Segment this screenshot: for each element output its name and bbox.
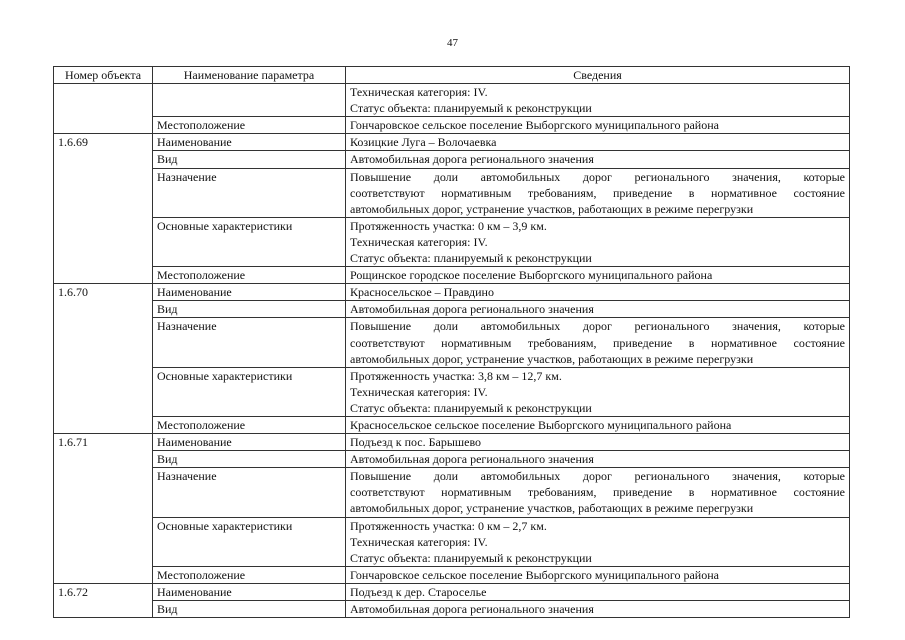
value-cell bbox=[346, 84, 850, 117]
parameter-cell: Местоположение bbox=[153, 267, 346, 284]
table-row bbox=[54, 468, 850, 517]
value-cell bbox=[346, 168, 850, 217]
parameter-cell: Вид bbox=[153, 301, 346, 318]
table-row bbox=[54, 517, 850, 566]
parameter-cell: Наименование bbox=[153, 583, 346, 600]
parameter-cell: Местоположение bbox=[153, 566, 346, 583]
parameter-cell: Назначение bbox=[153, 168, 346, 217]
object-number-cell: 1.6.71 bbox=[54, 434, 153, 584]
table-row bbox=[54, 84, 850, 117]
value-cell: Автомобильная дорога регионального значения bbox=[346, 151, 850, 168]
parameter-cell: Наименование bbox=[153, 434, 346, 451]
purpose-line: Повышение доли автомобильных дорог регионального значения, которые bbox=[350, 169, 845, 184]
value-cell: Автомобильная дорога регионального значения bbox=[346, 301, 850, 318]
page-number: 47 bbox=[447, 37, 458, 49]
parameter-cell: Основные характеристики bbox=[153, 217, 346, 266]
table-row bbox=[54, 416, 850, 433]
parameter-cell: Вид bbox=[153, 451, 346, 468]
table-row bbox=[54, 168, 850, 217]
characteristics-line: Статус объекта: планируемый к реконструкции bbox=[350, 251, 592, 266]
parameter-cell bbox=[153, 84, 346, 117]
table-row bbox=[54, 583, 850, 600]
table-row bbox=[54, 284, 850, 301]
object-number-cell bbox=[54, 84, 153, 134]
characteristics-line: Техническая категория: IV. bbox=[350, 85, 488, 100]
value-cell bbox=[346, 517, 850, 566]
parameter-cell: Наименование bbox=[153, 134, 346, 151]
value-cell: Козицкие Луга – Волочаевка bbox=[346, 134, 850, 151]
table-row bbox=[54, 451, 850, 468]
value-cell: Автомобильная дорога регионального значения bbox=[346, 451, 850, 468]
characteristics-line: Статус объекта: планируемый к реконструкции bbox=[350, 400, 592, 415]
purpose-line: соответствуют нормативным требованиям, приведение в нормативное состояние bbox=[350, 485, 845, 500]
parameter-cell: Назначение bbox=[153, 468, 346, 517]
parameter-cell: Основные характеристики bbox=[153, 367, 346, 416]
purpose-line: Повышение доли автомобильных дорог регионального значения, которые bbox=[350, 469, 845, 484]
table-row bbox=[54, 434, 850, 451]
value-cell bbox=[346, 367, 850, 416]
parameter-cell: Местоположение bbox=[153, 117, 346, 134]
header-parameter-name: Наименование параметра bbox=[153, 67, 346, 84]
table-row bbox=[54, 217, 850, 266]
value-cell: Гончаровское сельское поселение Выборгского муниципального района bbox=[346, 566, 850, 583]
table-row bbox=[54, 117, 850, 134]
table-row bbox=[54, 566, 850, 583]
value-cell bbox=[346, 468, 850, 517]
table-row bbox=[54, 301, 850, 318]
value-cell: Красносельское – Правдино bbox=[346, 284, 850, 301]
parameter-cell: Вид bbox=[153, 151, 346, 168]
value-cell: Гончаровское сельское поселение Выборгского муниципального района bbox=[346, 117, 850, 134]
characteristics-line: Техническая категория: IV. bbox=[350, 234, 488, 249]
value-cell: Красносельское сельское поселение Выборгского муниципального района bbox=[346, 416, 850, 433]
parameter-cell: Вид bbox=[153, 601, 346, 618]
table-row bbox=[54, 367, 850, 416]
characteristics-line: Протяженность участка: 3,8 км – 12,7 км. bbox=[350, 368, 562, 383]
purpose-line: автомобильных дорог, устранение участков, работающих в режиме перегрузки bbox=[350, 201, 754, 216]
table-row bbox=[54, 134, 850, 151]
value-cell: Рощинское городское поселение Выборгского муниципального района bbox=[346, 267, 850, 284]
purpose-line: автомобильных дорог, устранение участков, работающих в режиме перегрузки bbox=[350, 351, 754, 366]
table-header-row bbox=[54, 67, 850, 84]
header-object-number: Номер объекта bbox=[54, 67, 153, 84]
value-cell bbox=[346, 217, 850, 266]
purpose-line: Повышение доли автомобильных дорог регионального значения, которые bbox=[350, 319, 845, 334]
object-number-cell: 1.6.72 bbox=[54, 583, 153, 617]
value-cell: Подъезд к пос. Барышево bbox=[346, 434, 850, 451]
parameter-cell: Назначение bbox=[153, 318, 346, 367]
object-number-cell: 1.6.70 bbox=[54, 284, 153, 434]
characteristics-line: Протяженность участка: 0 км – 2,7 км. bbox=[350, 518, 547, 533]
characteristics-line: Техническая категория: IV. bbox=[350, 384, 488, 399]
parameter-cell: Местоположение bbox=[153, 416, 346, 433]
purpose-line: соответствуют нормативным требованиям, приведение в нормативное состояние bbox=[350, 335, 845, 350]
parameter-cell: Наименование bbox=[153, 284, 346, 301]
object-number-cell: 1.6.69 bbox=[54, 134, 153, 284]
purpose-line: соответствуют нормативным требованиям, приведение в нормативное состояние bbox=[350, 185, 845, 200]
purpose-line: автомобильных дорог, устранение участков, работающих в режиме перегрузки bbox=[350, 501, 754, 516]
value-cell: Автомобильная дорога регионального значения bbox=[346, 601, 850, 618]
table-row bbox=[54, 318, 850, 367]
table-row bbox=[54, 151, 850, 168]
characteristics-line: Статус объекта: планируемый к реконструкции bbox=[350, 101, 592, 116]
table-row bbox=[54, 267, 850, 284]
header-details: Сведения bbox=[346, 67, 850, 84]
objects-table bbox=[53, 66, 850, 618]
characteristics-line: Техническая категория: IV. bbox=[350, 534, 488, 549]
table-row bbox=[54, 601, 850, 618]
value-cell: Подъезд к дер. Староселье bbox=[346, 583, 850, 600]
characteristics-line: Статус объекта: планируемый к реконструкции bbox=[350, 550, 592, 565]
characteristics-line: Протяженность участка: 0 км – 3,9 км. bbox=[350, 218, 547, 233]
parameter-cell: Основные характеристики bbox=[153, 517, 346, 566]
value-cell bbox=[346, 318, 850, 367]
